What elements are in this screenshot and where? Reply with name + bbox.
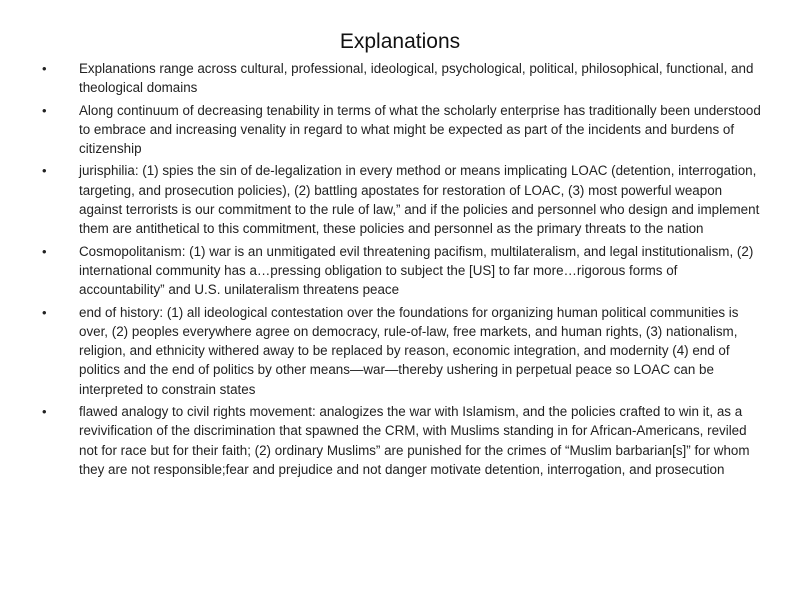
bullet-text: Along continuum of decreasing tenability in terms of what the scholarly enterprise has traditionally been understood to embrace and increasing venality in regard to what might be expected as part of the incidents and burdens of citizenship <box>79 102 761 157</box>
bullet-item-end-of-history <box>40 303 765 399</box>
bullet-item-cosmopolitanism <box>40 242 765 300</box>
bullet-marker: • <box>42 243 47 259</box>
bullet-marker: • <box>42 102 47 118</box>
slide-title: Explanations <box>339 30 461 53</box>
bullet-marker: • <box>42 61 47 76</box>
bullet-text: Cosmopolitanism: (1) war is an unmitigated evil threatening pacifism, multilateralism, and legal institutionalism, (2) international community has a…pressing obligation to subject the [US] to far more…rigorous forms of accountability” and U.S. unilateralism threatens peace <box>79 243 754 298</box>
bullet-list <box>40 59 765 482</box>
bullet-item-cultural-domains <box>40 59 765 98</box>
bullet-text: jurisphilia: (1) spies the sin of de-legalization in every method or means implicating LOAC (detention, interrogation, targeting, and prosecution policies), (2) battling apostates for restoration of LOAC, (3) most powerful weapon against terrorists is our commitment to the rule of law,” and if the policies and personnel who design and implement them are antithetical to this commitment, these policies and personnel as the primary threats to the nation <box>79 163 760 237</box>
bullet-item-continuum <box>40 101 765 159</box>
bullet-text: Explanations range across cultural, professional, ideological, psychological, political, philosophical, functional, and theological domains <box>79 61 754 96</box>
bullet-marker: • <box>42 304 47 320</box>
bullet-text: flawed analogy to civil rights movement: analogizes the war with Islamism, and the policies crafted to win it, as a revivification of the discrimination that spawned the CRM, with Muslims standing in for African-Americans, reviled not for race but for their faith; (2) ordinary Muslims” are punished for the crimes of “Muslim barbarian[s]” for whom they are not responsible;fear and prejudice and not danger motivate detention, interrogation, and prosecution <box>79 404 750 477</box>
bullet-marker: • <box>42 404 47 420</box>
bullet-marker: • <box>42 163 47 179</box>
bullet-item-civil-rights-analogy <box>40 402 765 479</box>
bullet-text: end of history: (1) all ideological contestation over the foundations for organizing human political communities is over, (2) peoples everywhere agree on democracy, rule-of-law, free markets, and human rights, (3) nationalism, religion, and ethnicity withered away to be replaced by reason, economic integration, and modernity (4) end of politics and the end of politics by other means—war—thereby ushering in perpetual peace so LOAC can be interpreted to constrain states <box>79 304 739 397</box>
bullet-item-jurisphilia <box>40 161 765 238</box>
